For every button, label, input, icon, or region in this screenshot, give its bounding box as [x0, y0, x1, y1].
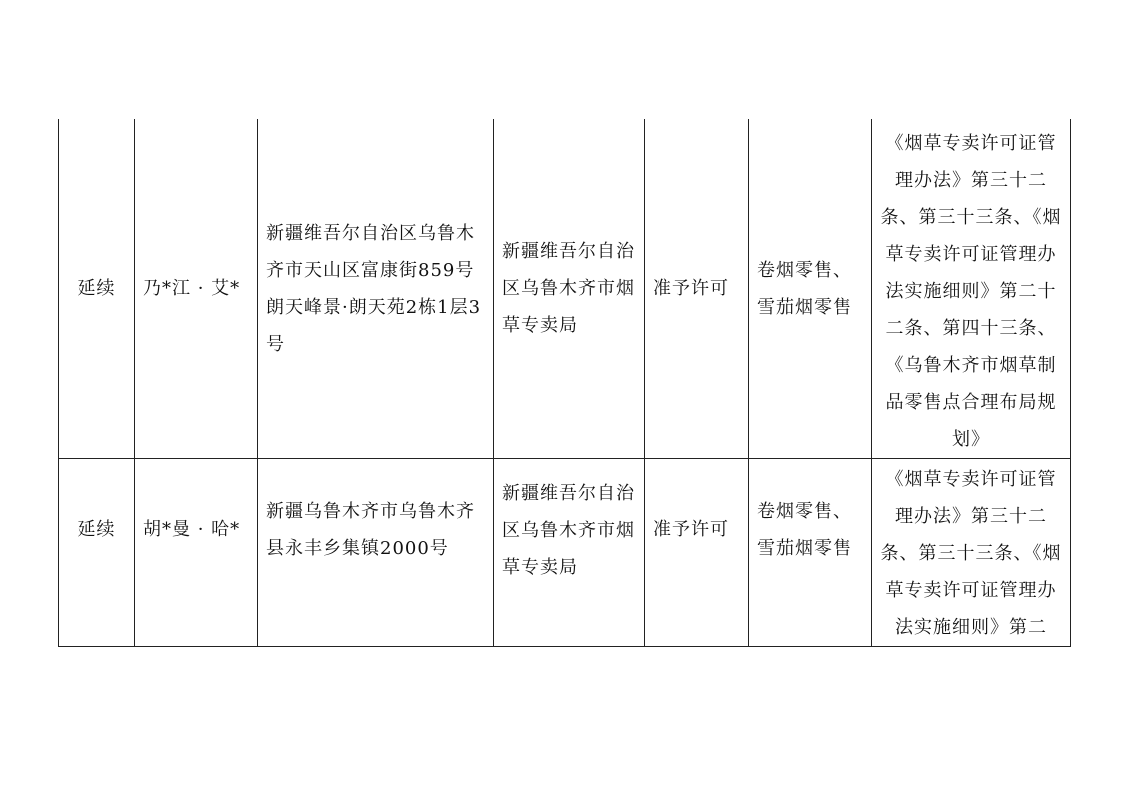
cell-result: 准予许可: [645, 459, 749, 647]
cell-scope: 卷烟零售、雪茄烟零售: [749, 459, 872, 647]
cell-basis: 《烟草专卖许可证管理办法》第三十二条、第三十三条、《烟草专卖许可证管理办法实施细则》第二: [872, 459, 1071, 647]
cell-type: 延续: [59, 119, 135, 459]
cell-address: 新疆维吾尔自治区乌鲁木齐市天山区富康街859号朗天峰景·朗天苑2栋1层3号: [258, 119, 494, 459]
cell-type: 延续: [59, 459, 135, 647]
cell-organ: 新疆维吾尔自治区乌鲁木齐市烟草专卖局: [494, 119, 645, 459]
cell-result: 准予许可: [645, 119, 749, 459]
cell-address: 新疆乌鲁木齐市乌鲁木齐县永丰乡集镇2000号: [258, 459, 494, 647]
table-row: [59, 459, 1071, 647]
cell-name: 胡*曼 · 哈*: [135, 459, 258, 647]
cell-name: 乃*江 · 艾*: [135, 119, 258, 459]
cell-basis: 《烟草专卖许可证管理办法》第三十二条、第三十三条、《烟草专卖许可证管理办法实施细则》第二十二条、第四十三条、《乌鲁木齐市烟草制品零售点合理布局规划》: [872, 119, 1071, 459]
license-table: [58, 119, 1071, 647]
cell-organ: 新疆维吾尔自治区乌鲁木齐市烟草专卖局: [494, 459, 645, 647]
table-row: [59, 119, 1071, 459]
cell-scope: 卷烟零售、雪茄烟零售: [749, 119, 872, 459]
